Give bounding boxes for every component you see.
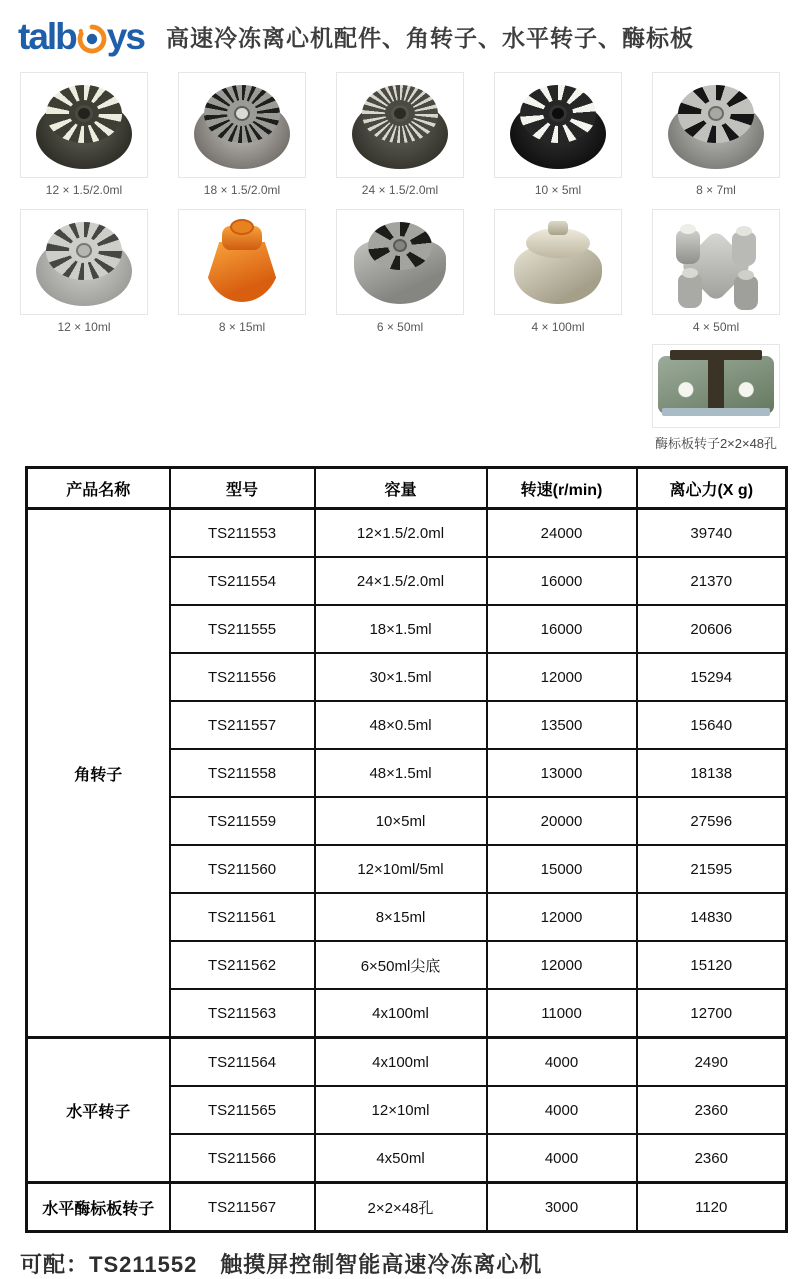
cell-capacity: 18×1.5ml [315, 605, 487, 653]
product-caption: 6 × 50ml [376, 320, 424, 334]
cell-capacity: 6×50ml尖底 [315, 941, 487, 989]
cell-model: TS211555 [170, 605, 315, 653]
cell-force: 15640 [637, 701, 787, 749]
rotor-photo-8x15ml [178, 209, 306, 315]
cell-model: TS211557 [170, 701, 315, 749]
brand-logo-text-left: talb [18, 15, 76, 57]
rotor-photo-24x1.5ml [336, 72, 464, 178]
cell-model: TS211559 [170, 797, 315, 845]
cell-speed: 13500 [487, 701, 637, 749]
product-caption: 12 × 10ml [57, 320, 111, 334]
cell-capacity: 12×1.5/2.0ml [315, 509, 487, 558]
cell-speed: 12000 [487, 941, 637, 989]
angle-rotor-icon [348, 216, 452, 308]
cell-force: 15294 [637, 653, 787, 701]
cell-capacity: 24×1.5/2.0ml [315, 557, 487, 605]
microplate-rotor-icon [656, 348, 776, 424]
cell-speed: 16000 [487, 557, 637, 605]
cell-force: 1120 [637, 1183, 787, 1232]
cell-capacity: 2×2×48孔 [315, 1183, 487, 1232]
cell-speed: 3000 [487, 1183, 637, 1232]
product-caption: 4 × 50ml [692, 320, 740, 334]
header-capacity: 容量 [315, 468, 487, 509]
product-card [336, 72, 464, 197]
cell-model: TS211554 [170, 557, 315, 605]
compatibility-note: 可配：TS211552 触摸屏控制智能高速冷冻离心机 [20, 1252, 543, 1277]
product-caption: 18 × 1.5/2.0ml [203, 183, 281, 197]
cell-model: TS211567 [170, 1183, 315, 1232]
dome-rotor-icon [506, 216, 610, 308]
cell-capacity: 48×1.5ml [315, 749, 487, 797]
rotor-photo-18x1.5ml [178, 72, 306, 178]
product-card [494, 209, 622, 334]
cell-speed: 11000 [487, 989, 637, 1038]
cell-speed: 4000 [487, 1134, 637, 1183]
cell-speed: 4000 [487, 1038, 637, 1087]
product-card [336, 209, 464, 334]
brand-swirl-icon [76, 23, 108, 55]
cell-capacity: 12×10ml/5ml [315, 845, 487, 893]
cell-force: 21370 [637, 557, 787, 605]
product-caption: 10 × 5ml [534, 183, 582, 197]
cell-speed: 16000 [487, 605, 637, 653]
cell-capacity: 30×1.5ml [315, 653, 487, 701]
cell-force: 27596 [637, 797, 787, 845]
cell-speed: 4000 [487, 1086, 637, 1134]
cell-speed: 12000 [487, 653, 637, 701]
orange-rotor-icon [190, 216, 294, 308]
brand-logo-text-right: ys [106, 15, 144, 57]
angle-rotor-icon [32, 216, 136, 308]
product-caption: 24 × 1.5/2.0ml [361, 183, 439, 197]
cell-speed: 20000 [487, 797, 637, 845]
product-card [494, 72, 622, 197]
rotor-photo-12x10ml [20, 209, 148, 315]
angle-rotor-icon [32, 79, 136, 171]
cell-force: 12700 [637, 989, 787, 1038]
header [0, 0, 800, 64]
cell-model: TS211564 [170, 1038, 315, 1087]
cell-force: 2490 [637, 1038, 787, 1087]
group-label-horizontal-rotor: 水平转子 [27, 1038, 170, 1183]
cell-model: TS211560 [170, 845, 315, 893]
swing-bucket-rotor-icon [664, 216, 768, 308]
cell-speed: 12000 [487, 893, 637, 941]
cell-capacity: 4x100ml [315, 989, 487, 1038]
rotor-photo-8x7ml [652, 72, 780, 178]
product-caption: 8 × 15ml [218, 320, 266, 334]
cell-capacity: 4x50ml [315, 1134, 487, 1183]
cell-force: 39740 [637, 509, 787, 558]
product-card [20, 72, 148, 197]
rotor-photo-10x5ml [494, 72, 622, 178]
rotor-photo-4x100ml [494, 209, 622, 315]
group-label-microplate-rotor: 水平酶标板转子 [27, 1183, 170, 1232]
cell-model: TS211561 [170, 893, 315, 941]
cell-capacity: 8×15ml [315, 893, 487, 941]
table-row [27, 1038, 787, 1087]
product-caption: 12 × 1.5/2.0ml [45, 183, 123, 197]
product-card [652, 209, 780, 334]
cell-force: 2360 [637, 1086, 787, 1134]
rotor-photo-4x50ml [652, 209, 780, 315]
cell-speed: 15000 [487, 845, 637, 893]
rotor-photo-6x50ml [336, 209, 464, 315]
microplate-rotor-photo [652, 344, 780, 428]
table-row [27, 509, 787, 558]
angle-rotor-icon [190, 79, 294, 171]
product-caption: 8 × 7ml [696, 183, 736, 197]
product-card [652, 72, 780, 197]
group-label-angle-rotor: 角转子 [27, 509, 170, 1038]
cell-force: 18138 [637, 749, 787, 797]
header-force: 离心力(X g) [637, 468, 787, 509]
cell-capacity: 12×10ml [315, 1086, 487, 1134]
header-product-name: 产品名称 [27, 468, 170, 509]
product-card [178, 209, 306, 334]
product-grid [0, 64, 800, 334]
cell-model: TS211556 [170, 653, 315, 701]
cell-model: TS211566 [170, 1134, 315, 1183]
cell-force: 15120 [637, 941, 787, 989]
rotor-photo-12x1.5ml [20, 72, 148, 178]
angle-rotor-icon [664, 79, 768, 171]
cell-speed: 13000 [487, 749, 637, 797]
cell-capacity: 4x100ml [315, 1038, 487, 1087]
angle-rotor-icon [348, 79, 452, 171]
cell-model: TS211558 [170, 749, 315, 797]
product-caption: 4 × 100ml [531, 320, 585, 334]
cell-capacity: 48×0.5ml [315, 701, 487, 749]
cell-force: 2360 [637, 1134, 787, 1183]
microplate-section [0, 334, 800, 452]
header-speed: 转速(r/min) [487, 468, 637, 509]
cell-capacity: 10×5ml [315, 797, 487, 845]
product-card [178, 72, 306, 197]
product-card [20, 209, 148, 334]
cell-model: TS211553 [170, 509, 315, 558]
product-caption: 酶标板转子2×2×48孔 [654, 436, 778, 451]
cell-force: 20606 [637, 605, 787, 653]
brand-logo [18, 17, 144, 55]
cell-speed: 24000 [487, 509, 637, 558]
cell-force: 21595 [637, 845, 787, 893]
cell-force: 14830 [637, 893, 787, 941]
cell-model: TS211565 [170, 1086, 315, 1134]
table-header-row [27, 468, 787, 509]
header-model: 型号 [170, 468, 315, 509]
cell-model: TS211562 [170, 941, 315, 989]
angle-rotor-icon [506, 79, 610, 171]
page-title: 高速冷冻离心机配件、角转子、水平转子、酶标板 [165, 24, 694, 51]
table-row [27, 1183, 787, 1232]
spec-table [25, 466, 788, 1233]
product-card [652, 344, 780, 452]
cell-model: TS211563 [170, 989, 315, 1038]
